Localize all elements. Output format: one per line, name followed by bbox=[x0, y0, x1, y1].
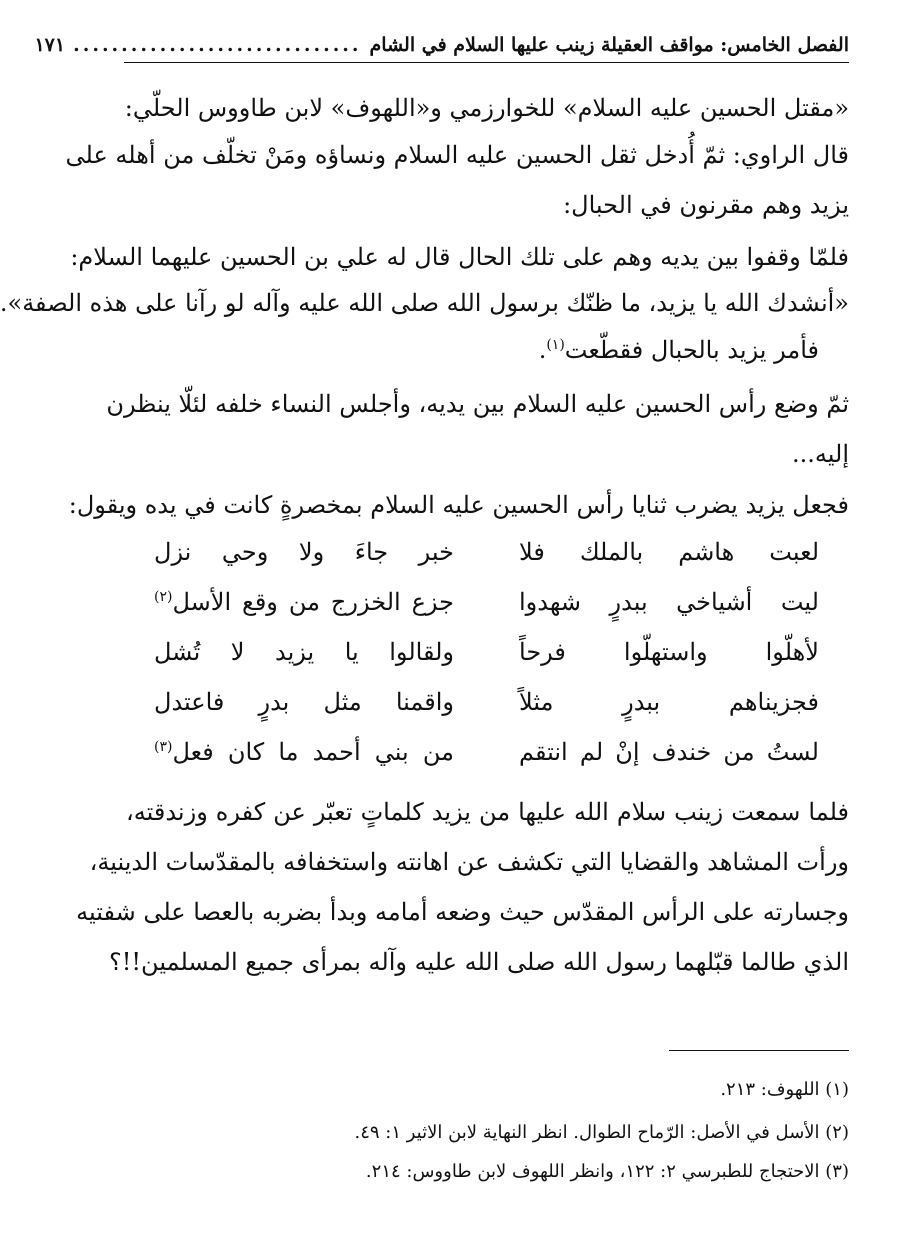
verse-second-hemistich bbox=[154, 682, 454, 722]
verse-row bbox=[154, 682, 819, 722]
verse-text: من بني أحمد ما كان فعل bbox=[172, 738, 454, 766]
text-line bbox=[126, 330, 819, 370]
verse-row bbox=[154, 582, 819, 622]
text-line: «أنشدك الله يا يزيد، ما ظنّك برسول الله صلى الله عليه وآله لو رآنا على هذه الصفة». bbox=[0, 289, 849, 317]
verse-second-hemistich bbox=[154, 732, 454, 772]
verse-first-hemistich: لستُ من خندف إنْ لم انتقم bbox=[519, 738, 819, 766]
verse-second-hemistich bbox=[154, 632, 454, 672]
verse-text: خبر جاءَ ولا وحي نزل bbox=[154, 538, 454, 566]
footnote-ref: (١) bbox=[546, 337, 565, 353]
leader-dots: .............................. bbox=[73, 34, 362, 56]
verse-text: ولقالوا يا يزيد لا تُشل bbox=[154, 638, 454, 666]
verse-text: جزع الخزرج من وقع الأسل bbox=[172, 588, 454, 616]
footnote: (٣) الاحتجاج للطبرسي ٢: ١٢٢، وانظر اللهوف لابن طاووس: ٢١٤. bbox=[365, 1161, 849, 1182]
page-number: ١٧١ bbox=[34, 34, 66, 56]
text-line: الذي طالما قبّلهما رسول الله صلى الله عليه وآله بمرأى جميع المسلمين!!؟ bbox=[109, 948, 849, 976]
text-line: «مقتل الحسين عليه السلام» للخوارزمي و«اللهوف» لابن طاووس الحلّي: bbox=[124, 94, 849, 122]
page-header bbox=[34, 28, 849, 63]
verse-row bbox=[154, 532, 819, 572]
footnote: (٢) الأسل في الأصل: الرّماح الطوال. انظر النهاية لابن الاثير ١: ٤٩. bbox=[354, 1122, 849, 1143]
text-line: إليه... bbox=[792, 440, 849, 468]
text-segment: فأمر يزيد بالحبال فقطّعت bbox=[564, 336, 819, 364]
text-line: قال الراوي: ثمّ أُدخل ثقل الحسين عليه السلام ونساؤه ومَنْ تخلّف من أهله على bbox=[65, 141, 849, 169]
verse-first-hemistich: لأهلّوا واستهلّوا فرحاً bbox=[519, 638, 819, 666]
verse-row bbox=[154, 732, 819, 772]
footnote: (١) اللهوف: ٢١٣. bbox=[720, 1079, 849, 1100]
text-segment: . bbox=[538, 336, 547, 364]
text-line: يزيد وهم مقرنون في الحبال: bbox=[563, 191, 849, 219]
text-line: فلما سمعت زينب سلام الله عليها من يزيد كلماتٍ تعبّر عن كفره وزندقته، bbox=[126, 798, 849, 826]
running-title: الفصل الخامس: مواقف العقيلة زينب عليها السلام في الشام bbox=[369, 34, 849, 56]
verse-first-hemistich: لعبت هاشم بالملك فلا bbox=[519, 538, 819, 566]
verse-second-hemistich bbox=[154, 582, 454, 622]
text-line: وجسارته على الرأس المقدّس حيث وضعه أمامه وبدأ بضربه بالعصا على شفتيه bbox=[76, 898, 849, 926]
verse-second-hemistich bbox=[154, 532, 454, 572]
verse-text: واقمنا مثل بدرٍ فاعتدل bbox=[154, 688, 454, 716]
footnote-ref: (٢) bbox=[154, 589, 173, 605]
verse-row bbox=[154, 632, 819, 672]
text-line: ثمّ وضع رأس الحسين عليه السلام بين يديه، وأجلس النساء خلفه لئلّا ينظرن bbox=[106, 390, 849, 418]
text-line: فلمّا وقفوا بين يديه وهم على تلك الحال قال له علي بن الحسين عليهما السلام: bbox=[70, 243, 849, 271]
text-line: فجعل يزيد يضرب ثنايا رأس الحسين عليه السلام بمخصرةٍ كانت في يده ويقول: bbox=[68, 491, 849, 519]
footnote-ref: (٣) bbox=[154, 739, 173, 755]
text-line: ورأت المشاهد والقضايا التي تكشف عن اهانته واستخفافه بالمقدّسات الدينية، bbox=[89, 848, 849, 876]
verse-first-hemistich: ليت أشياخي ببدرٍ شهدوا bbox=[519, 588, 819, 616]
verse-first-hemistich: فجزيناهم ببدرٍ مثلاً bbox=[519, 688, 819, 716]
footnote-separator bbox=[669, 1050, 849, 1051]
